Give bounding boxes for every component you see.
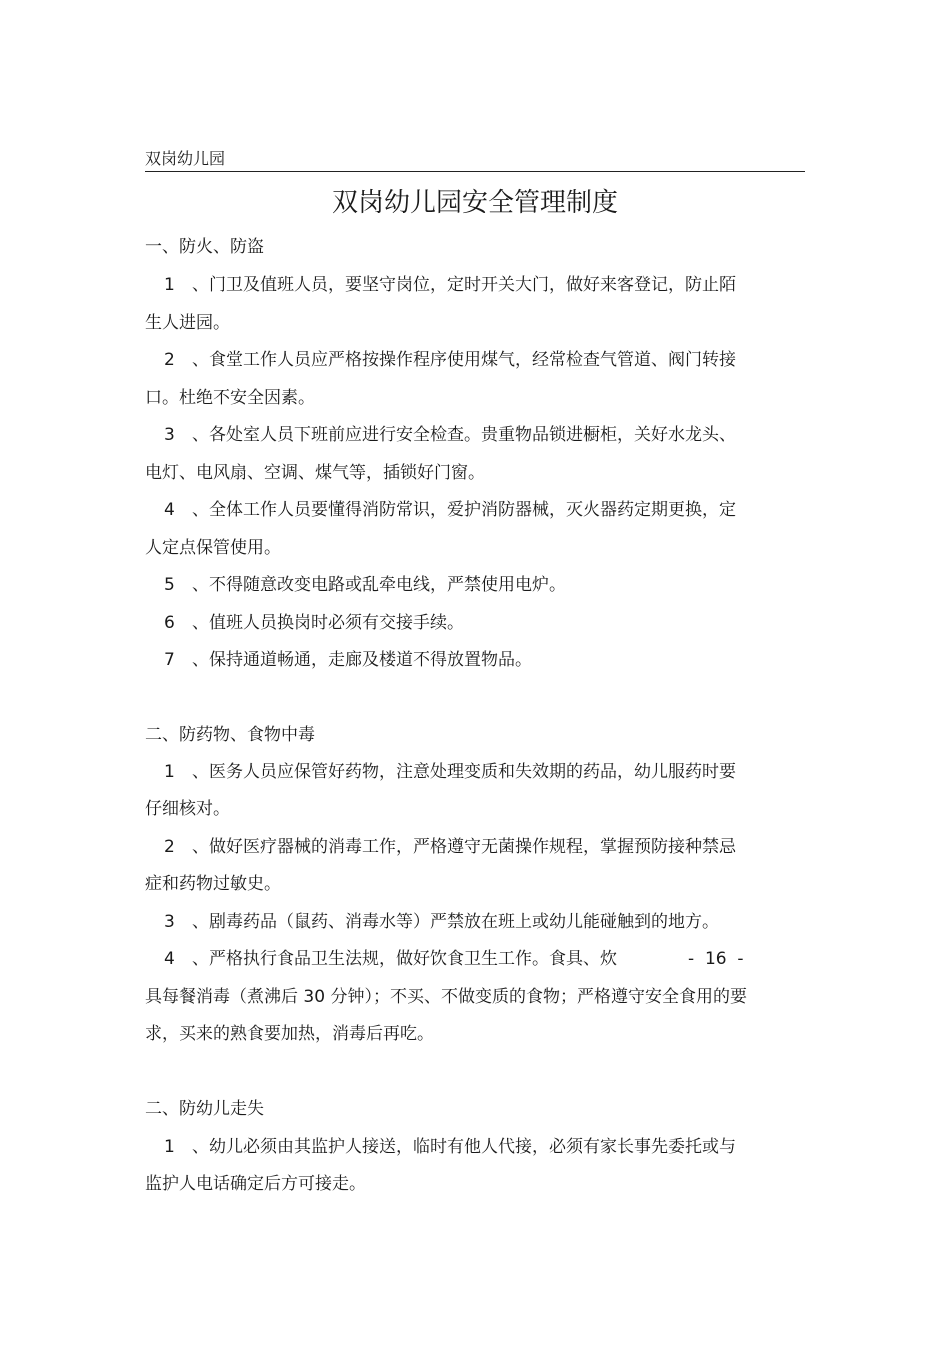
- item-text-continued: 生人进园。: [145, 313, 230, 333]
- item-text-continued: 监护人电话确定后方可接走。: [145, 1174, 366, 1194]
- section-heading-missing-child: 二、防幼儿走失: [145, 1099, 264, 1119]
- item-text-continued: 仔细核对。: [145, 799, 230, 819]
- item-text-continued: 电灯、电风扇、空调、煤气等，插锁好门窗。: [145, 463, 485, 483]
- item-number: 1: [164, 1137, 175, 1157]
- item-text: 、值班人员换岗时必须有交接手续。: [192, 613, 464, 633]
- page-number: - 16 -: [688, 949, 744, 969]
- section-heading-poison: 二、防药物、食物中毒: [145, 725, 315, 745]
- item-text: 、剧毒药品（鼠药、消毒水等）严禁放在班上或幼儿能碰触到的地方。: [192, 912, 719, 932]
- item-number: 6: [164, 613, 175, 633]
- document-header: 双岗幼儿园: [145, 148, 805, 172]
- item-text-continued: 求，买来的熟食要加热，消毒后再吃。: [145, 1024, 434, 1044]
- item-number: 3: [164, 912, 175, 932]
- item-number: 5: [164, 575, 175, 595]
- item-text: 、幼儿必须由其监护人接送，临时有他人代接，必须有家长事先委托或与: [192, 1137, 736, 1157]
- item-text: 、各处室人员下班前应进行安全检查。贵重物品锁进橱柜，关好水龙头、: [192, 425, 736, 445]
- item-text: 、不得随意改变电路或乱牵电线，严禁使用电炉。: [192, 575, 566, 595]
- item-text: 、医务人员应保管好药物，注意处理变质和失效期的药品，幼儿服药时要: [192, 762, 736, 782]
- item-number: 2: [164, 837, 175, 857]
- item-number: 3: [164, 425, 175, 445]
- item-text: 、严格执行食品卫生法规，做好饮食卫生工作。食具、炊: [192, 949, 617, 969]
- section-heading-fire: 一、防火、防盗: [145, 237, 264, 257]
- item-number: 4: [164, 949, 175, 969]
- item-number: 2: [164, 350, 175, 370]
- item-number: 1: [164, 762, 175, 782]
- item-number: 1: [164, 275, 175, 295]
- item-number: 4: [164, 500, 175, 520]
- item-text-continued: 症和药物过敏史。: [145, 874, 281, 894]
- item-text-continued: 口。杜绝不安全因素。: [145, 388, 315, 408]
- page-title: 双岗幼儿园安全管理制度: [331, 188, 618, 218]
- item-text: 、门卫及值班人员，要坚守岗位，定时开关大门，做好来客登记，防止陌: [192, 275, 736, 295]
- item-text-continued: 人定点保管使用。: [145, 538, 281, 558]
- item-text: 、做好医疗器械的消毒工作，严格遵守无菌操作规程，掌握预防接种禁忌: [192, 837, 736, 857]
- item-text: 、食堂工作人员应严格按操作程序使用煤气，经常检查气管道、阀门转接: [192, 350, 736, 370]
- item-number: 7: [164, 650, 175, 670]
- item-text: 、全体工作人员要懂得消防常识，爱护消防器械，灭火器药定期更换，定: [192, 500, 736, 520]
- item-text-continued: 具每餐消毒（煮沸后 30 分钟）；不买、不做变质的食物；严格遵守安全食用的要: [145, 987, 747, 1007]
- item-text: 、保持通道畅通，走廊及楼道不得放置物品。: [192, 650, 532, 670]
